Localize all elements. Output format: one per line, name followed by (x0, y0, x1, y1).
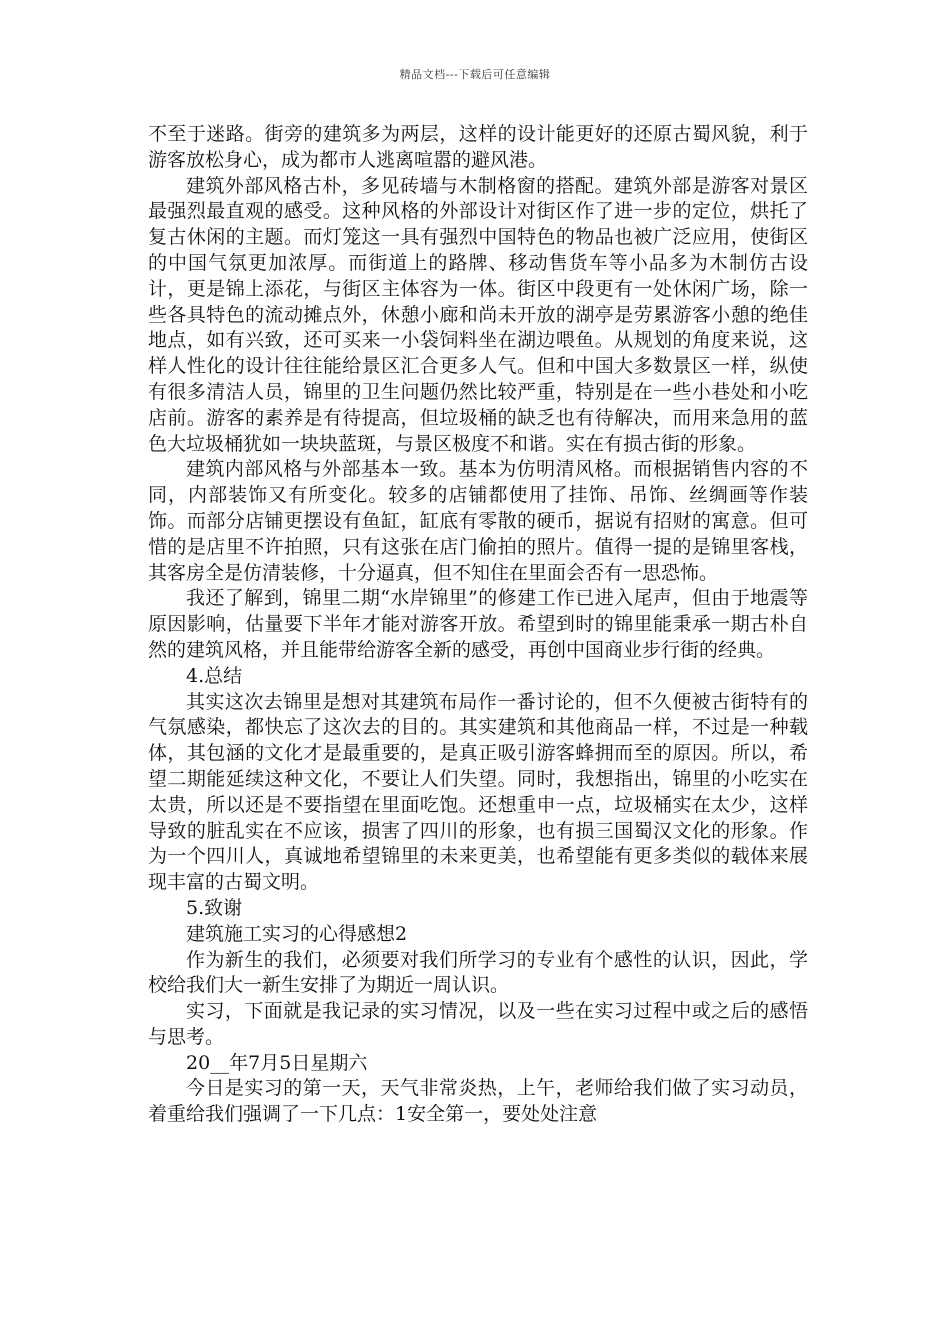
page-header: 精品文档---下载后可任意编辑 (399, 68, 551, 81)
paragraph: 建筑内部风格与外部基本一致。基本为仿明清风格。而根据销售内容的不同，内部装饰又有所变化。较多的店铺都使用了挂饰、吊饰、丝绸画等作装饰。而部分店铺更摆设有鱼缸，缸底有零散的硬币，据说有招财的寓意。但可惜的是店里不许拍照，只有这张在店门偷拍的照片。值得一提的是锦里客栈，其客房全是仿清装修，十分逼真，但不知住在里面会否有一思恐怖。 (148, 458, 808, 584)
paragraph: 不至于迷路。街旁的建筑多为两层，这样的设计能更好的还原古蜀风貌，利于游客放松身心，成为都市人逃离喧嚣的避风港。 (148, 123, 808, 171)
article-title: 建筑施工实习的心得感想2 (186, 922, 408, 945)
paragraph: 今日是实习的第一天，天气非常炎热，上午，老师给我们做了实习动员，着重给我们强调了一下几点：1安全第一，要处处注意 (148, 1077, 808, 1126)
section-heading: 5.致谢 (186, 896, 243, 919)
date-line: 20__年7月5日星期六 (186, 1051, 368, 1074)
paragraph: 我还了解到，锦里二期“水岸锦里”的修建工作已进入尾声，但由于地震等原因影响，估量要下半年才能对游客开放。希望到时的锦里能秉承一期古朴自然的建筑风格，并且能带给游客全新的感受，再创中国商业步行街的经典。 (148, 587, 808, 661)
paragraph: 建筑外部风格古朴，多见砖墙与木制格窗的搭配。建筑外部是游客对景区最强烈最直观的感受。这种风格的外部设计对街区作了进一步的定位，烘托了复古休闲的主题。而灯笼这一具有强烈中国特色的物品也被广泛应用，使街区的中国气氛更加浓厚。而街道上的路牌、移动售货车等小品多为木制仿古设计，更是锦上添花，与街区主体容为一体。街区中段更有一处休闲广场，除一些各具特色的流动摊点外，休憩小廊和尚未开放的湖亭是劳累游客小憩的绝佳地点，如有兴致，还可买来一小袋饲料坐在湖边喂鱼。从规划的角度来说，这样人性化的设计往往能给景区汇合更多人气。但和中国大多数景区一样，纵使有很多清洁人员，锦里的卫生问题仍然比较严重，特别是在一些小巷处和小吃店前。游客的素养是有待提高，但垃圾桶的缺乏也有待解决，而用来急用的蓝色大垃圾桶犹如一块块蓝斑，与景区极度不和谐。实在有损古街的形象。 (148, 174, 808, 455)
paragraph: 其实这次去锦里是想对其建筑布局作一番讨论的，但不久便被古街特有的气氛感染，都快忘了这次去的目的。其实建筑和其他商品一样，不过是一种载体，其包涵的文化才是最重要的，是真正吸引游客蜂拥而至的原因。所以，希望二期能延续这种文化，不要让人们失望。同时，我想指出，锦里的小吃实在太贵，所以还是不要指望在里面吃饱。还想重申一点，垃圾桶实在太少，这样导致的脏乱实在不应该，损害了四川的形象，也有损三国蜀汉文化的形象。作为一个四川人，真诚地希望锦里的未来更美，也希望能有更多类似的载体来展现丰富的古蜀文明。 (148, 690, 808, 894)
paragraph: 实习，下面就是我记录的实习情况，以及一些在实习过程中或之后的感悟与思考。 (148, 1000, 808, 1048)
document-body (148, 122, 808, 1128)
paragraph: 作为新生的我们，必须要对我们所学习的专业有个感性的认识，因此，学校给我们大一新生安排了为期近一周认识。 (148, 948, 808, 997)
section-heading: 4.总结 (186, 664, 243, 687)
